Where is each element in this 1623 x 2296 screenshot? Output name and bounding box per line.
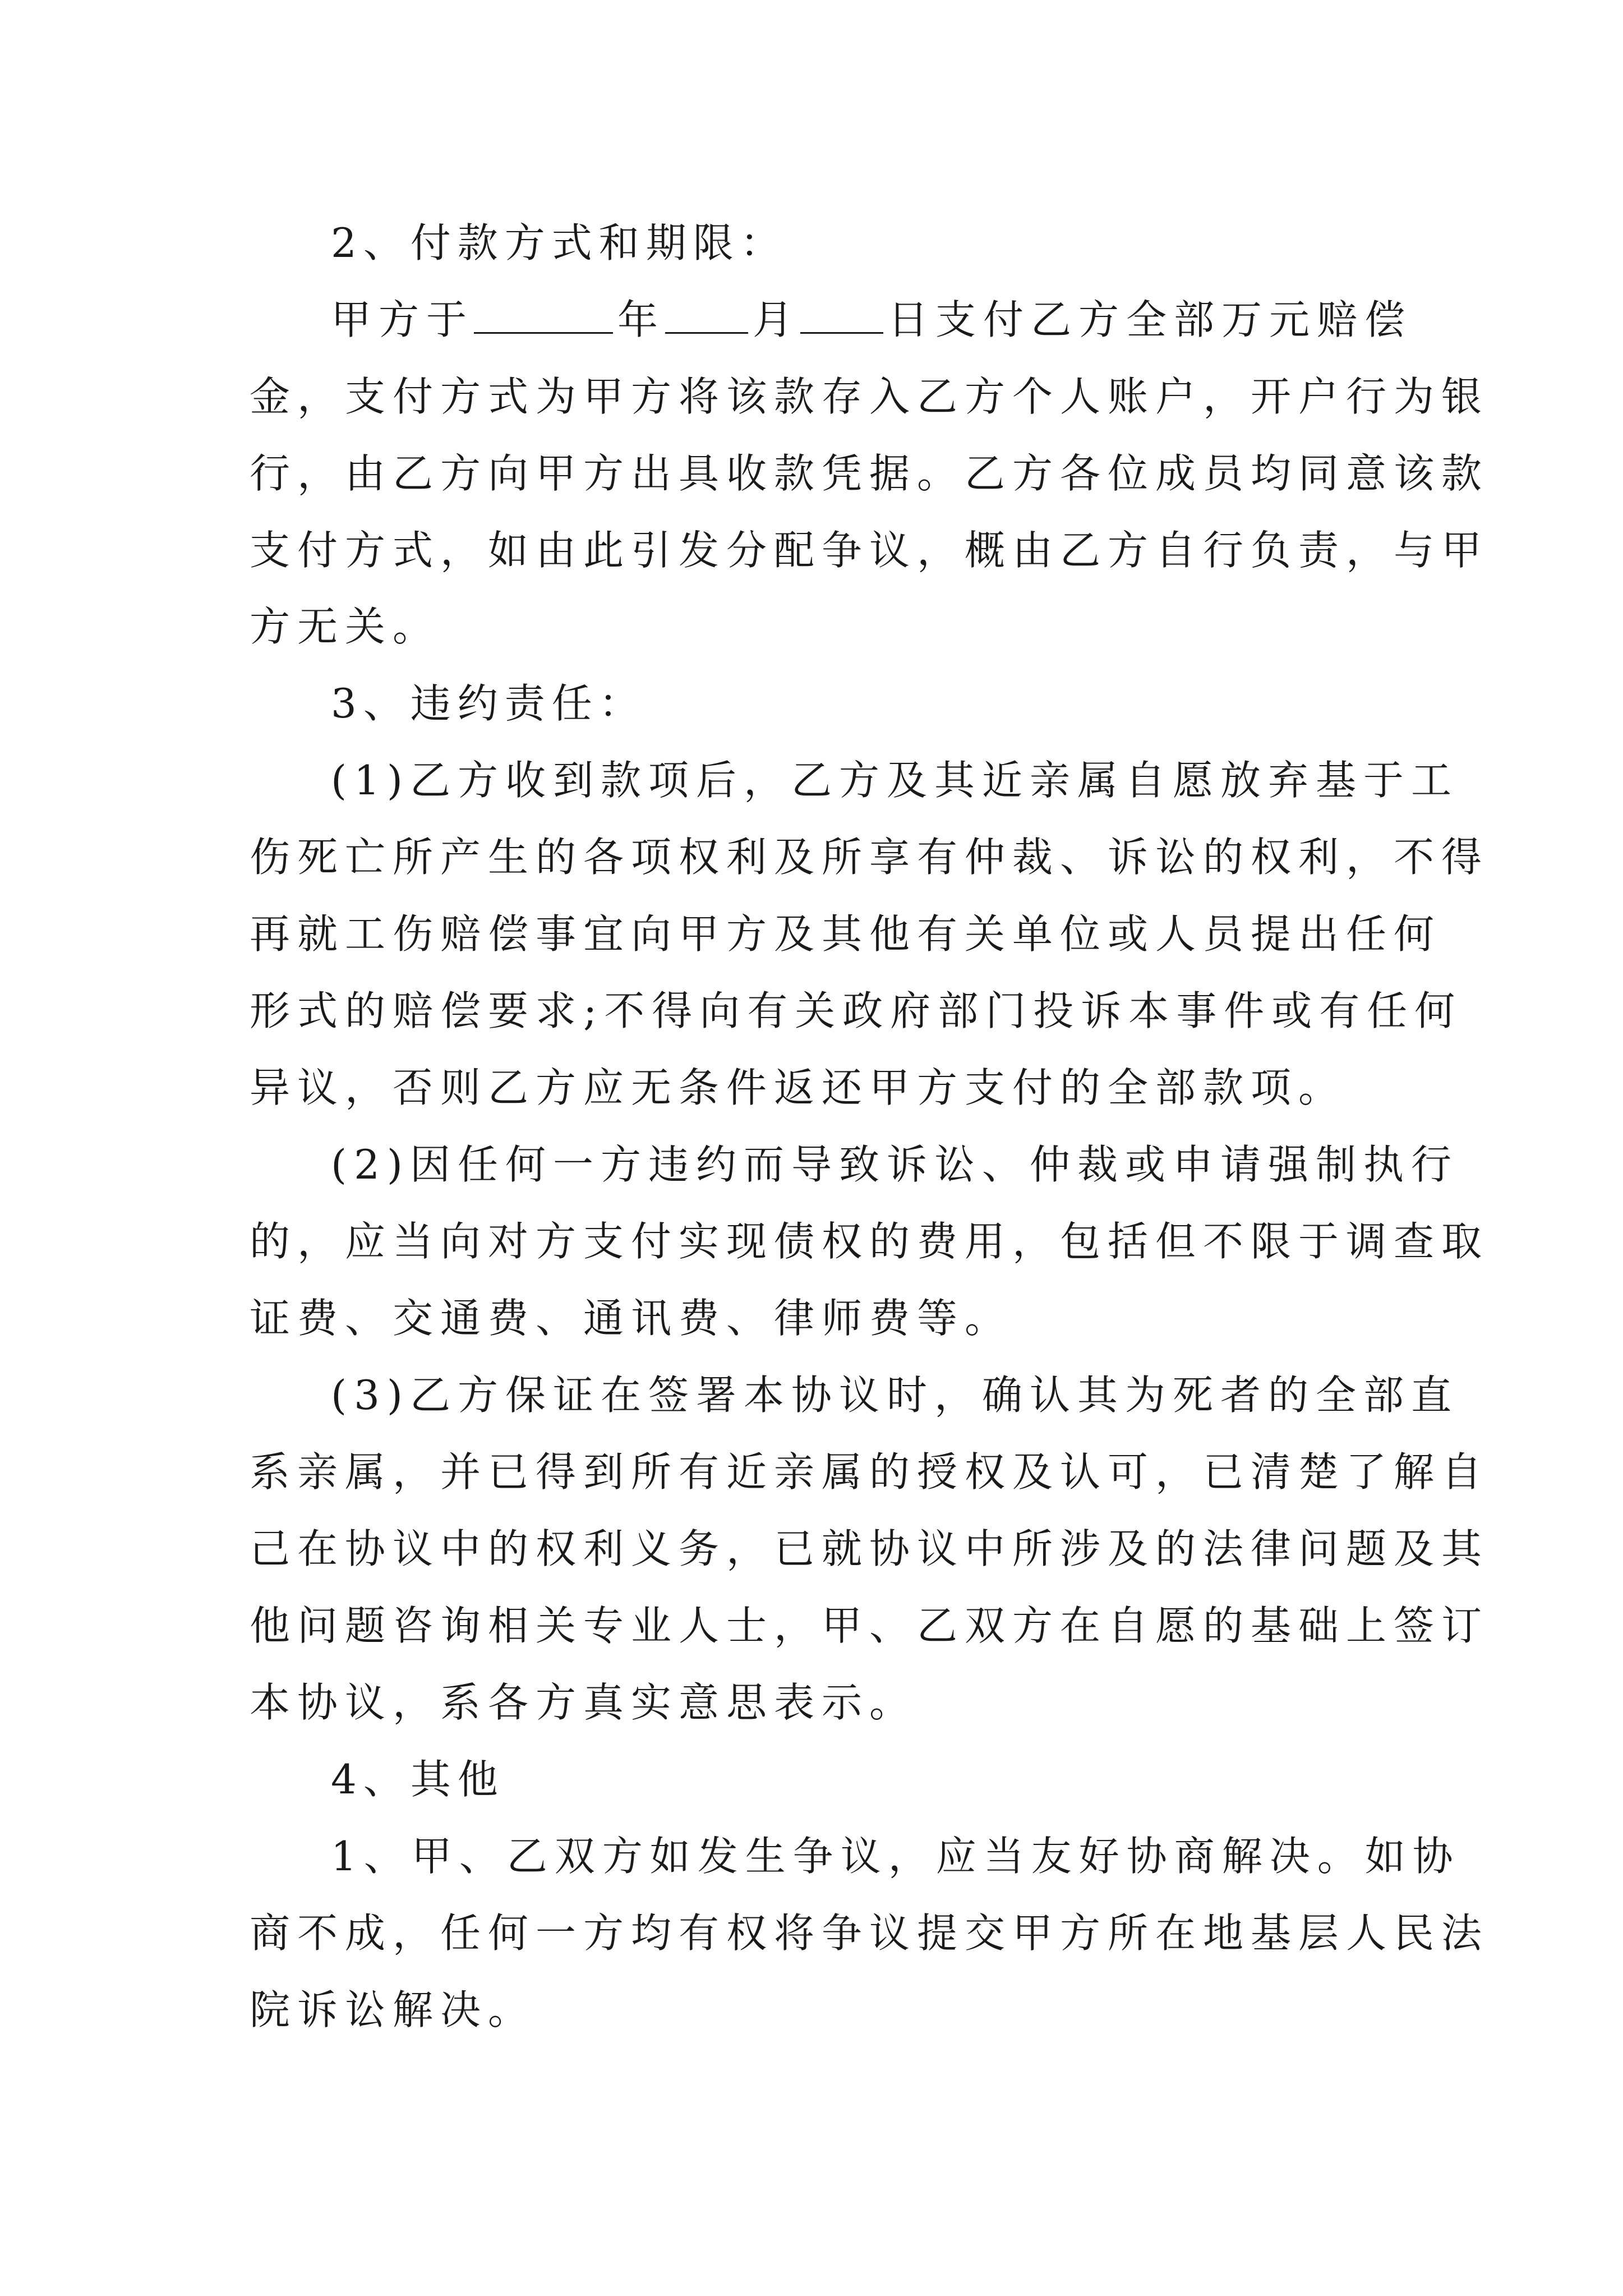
section-heading-other: 4、其他 bbox=[331, 1756, 505, 1803]
section-heading-breach: 3、违约责任： bbox=[331, 680, 646, 727]
payment-prefix: 甲方于 bbox=[331, 296, 474, 343]
paragraph-line: 伤死亡所产生的各项权利及所享有仲裁、诉讼的权利，不得 bbox=[250, 834, 1490, 881]
paragraph-line: 行，由乙方向甲方出具收款凭据。乙方各位成员均同意该款 bbox=[250, 450, 1490, 497]
paragraph-line: 方无关。 bbox=[250, 603, 441, 650]
day-blank bbox=[800, 298, 883, 334]
paragraph-line: 他问题咨询相关专业人士，甲、乙双方在自愿的基础上签订 bbox=[250, 1602, 1490, 1649]
paragraph-line: (2)因任何一方违约而导致诉讼、仲裁或申请强制执行 bbox=[331, 1141, 1459, 1188]
paragraph-line: 己在协议中的权利义务，已就协议中所涉及的法律问题及其 bbox=[250, 1525, 1490, 1572]
payment-date-line bbox=[331, 292, 1412, 348]
paragraph-line: 形式的赔偿要求;不得向有关政府部门投诉本事件或有任何 bbox=[250, 987, 1463, 1034]
paragraph-line: 1、甲、乙双方如发生争议，应当友好协商解决。如协 bbox=[331, 1833, 1460, 1880]
paragraph-line: (1)乙方收到款项后，乙方及其近亲属自愿放弃基于工 bbox=[331, 757, 1459, 804]
month-label: 月 bbox=[753, 296, 801, 343]
paragraph-line: 支付方式，如由此引发分配争议，概由乙方自行负责，与甲 bbox=[250, 527, 1490, 574]
month-blank bbox=[665, 298, 748, 334]
paragraph-line: (3)乙方保证在签署本协议时，确认其为死者的全部直 bbox=[331, 1372, 1459, 1419]
payment-suffix: 日支付乙方全部万元赔偿 bbox=[888, 296, 1413, 343]
paragraph-line: 证费、交通费、通讯费、律师费等。 bbox=[250, 1295, 1013, 1342]
paragraph-line: 院诉讼解决。 bbox=[250, 1986, 536, 2033]
paragraph-line: 再就工伤赔偿事宜向甲方及其他有关单位或人员提出任何 bbox=[250, 910, 1442, 958]
paragraph-line: 系亲属，并已得到所有近亲属的授权及认可，已清楚了解自 bbox=[250, 1448, 1490, 1496]
paragraph-line: 本协议，系各方真实意思表示。 bbox=[250, 1679, 917, 1726]
year-blank bbox=[474, 298, 613, 334]
year-label: 年 bbox=[617, 296, 666, 343]
paragraph-line: 的，应当向对方支付实现债权的费用，包括但不限于调查取 bbox=[250, 1218, 1490, 1265]
section-heading-payment: 2、付款方式和期限： bbox=[331, 219, 787, 266]
paragraph-line: 商不成，任何一方均有权将争议提交甲方所在地基层人民法 bbox=[250, 1910, 1490, 1957]
paragraph-line: 金，支付方式为甲方将该款存入乙方个人账户，开户行为银 bbox=[250, 373, 1490, 420]
paragraph-line: 异议，否则乙方应无条件返还甲方支付的全部款项。 bbox=[250, 1064, 1347, 1111]
